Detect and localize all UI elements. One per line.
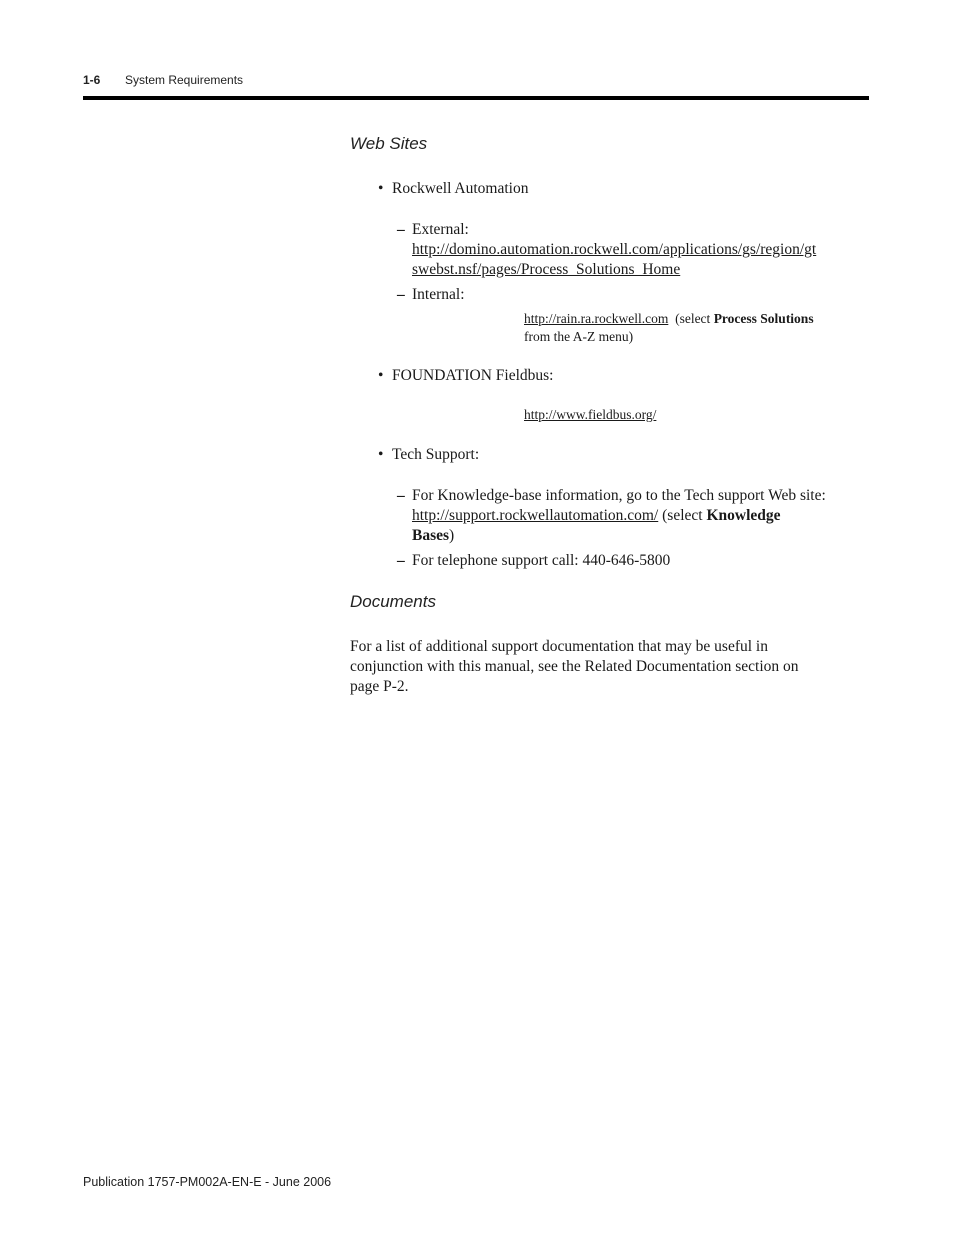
internal-label: Internal:: [412, 286, 465, 303]
fieldbus-line: [524, 406, 656, 424]
phone-text: For telephone support call: 440-646-5800: [412, 552, 671, 569]
dash-icon: –: [397, 221, 405, 238]
documents-heading: Documents: [350, 592, 436, 611]
process-solutions-bold: Process Solutions: [713, 311, 814, 326]
internal-tail: from the A-Z menu): [524, 329, 634, 344]
kb-select-text: (select: [662, 507, 703, 524]
knowledge-bold: Knowledge: [706, 507, 781, 524]
page-number: 1-6: [83, 73, 101, 87]
header-title: System Requirements: [125, 73, 244, 87]
dash-icon: –: [397, 552, 405, 569]
kb-bases-line: [412, 526, 454, 546]
external-label: External:: [412, 221, 469, 238]
bullet-icon: •: [378, 180, 384, 197]
header-rule: [83, 96, 869, 100]
external-url-part1[interactable]: http://domino.automation.rockwell.com/applications/gs/region/gt: [412, 241, 817, 258]
external-link-line1[interactable]: [412, 240, 816, 260]
documents-line1: For a list of additional support documentation that may be useful in: [350, 638, 768, 655]
bullet-icon: •: [378, 446, 384, 463]
kb-link-line: [412, 506, 781, 526]
web-sites-heading: Web Sites: [350, 134, 428, 153]
internal-link[interactable]: http://rain.ra.rockwell.com: [524, 311, 669, 326]
internal-line: [524, 310, 814, 328]
internal-select-text: (select: [675, 311, 711, 326]
bases-bold: Bases: [412, 527, 450, 544]
foundation-label: FOUNDATION Fieldbus:: [392, 367, 554, 384]
publication-footer: Publication 1757-PM002A-EN-E - June 2006: [83, 1175, 332, 1189]
support-link[interactable]: http://support.rockwellautomation.com/: [412, 507, 659, 524]
fieldbus-link[interactable]: http://www.fieldbus.org/: [524, 407, 657, 422]
external-url-part2[interactable]: swebst.nsf/pages/Process_Solutions_Home: [412, 261, 681, 278]
running-header: [83, 73, 244, 87]
kb-text: For Knowledge-base information, go to the Tech support Web site:: [412, 487, 826, 504]
documents-line2: conjunction with this manual, see the Related Documentation section on: [350, 658, 799, 675]
dash-icon: –: [397, 487, 405, 504]
documents-line3: page P-2.: [350, 678, 409, 695]
dash-icon: –: [397, 286, 405, 303]
tech-support-label: Tech Support:: [392, 446, 480, 463]
rockwell-label: Rockwell Automation: [392, 180, 529, 197]
kb-close-paren: ): [449, 527, 455, 544]
external-link-line2[interactable]: [412, 260, 680, 280]
documents-paragraph: [350, 637, 850, 697]
bullet-icon: •: [378, 367, 384, 384]
